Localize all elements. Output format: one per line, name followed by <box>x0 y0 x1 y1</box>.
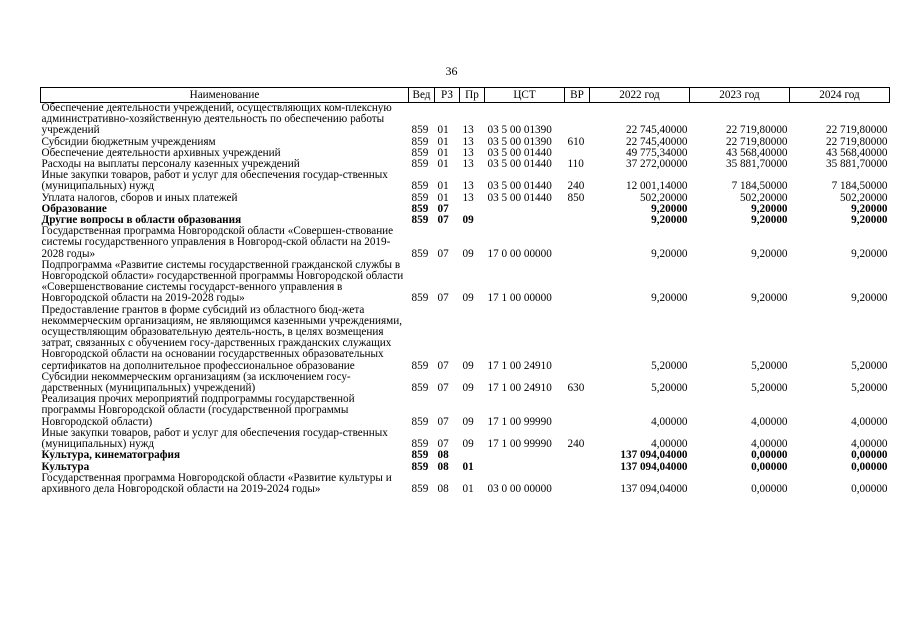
row-value-2022: 5,20000 <box>651 382 688 395</box>
row-value-2024: 5,20000 <box>851 382 888 395</box>
row-value-2022: 9,20000 <box>651 247 688 260</box>
row-value-2023: 9,20000 <box>751 247 788 260</box>
row-rz: 01 <box>437 124 449 137</box>
row-value-2024: 43 568,40000 <box>825 146 888 159</box>
row-name: Расходы на выплаты персоналу казенных учреждений <box>41 158 300 171</box>
row-value-2023: 0,00000 <box>751 482 788 495</box>
row-value-2022: 12 001,14000 <box>625 180 688 193</box>
row-value-2023: 5,20000 <box>751 382 788 395</box>
row-cst: 03 5 00 01440 <box>487 191 552 204</box>
row-value-2024: 4,00000 <box>851 438 888 451</box>
table-row <box>41 394 890 428</box>
row-name: Государственная программа Новгородской области «Совершен-ствование системы государственного управления в Новгород-ской области на 2019-2028 годы» <box>41 225 394 260</box>
row-cst: 03 5 00 01440 <box>487 146 552 159</box>
row-value-2023: 35 881,70000 <box>725 158 788 171</box>
row-rz: 01 <box>437 158 449 171</box>
header-pr: Пр <box>460 88 485 103</box>
row-ved: 859 <box>411 146 429 159</box>
row-value-2024: 7 184,50000 <box>831 180 888 193</box>
header-2022: 2022 год <box>590 88 690 103</box>
row-value-2023: 4,00000 <box>751 438 788 451</box>
row-pr <box>460 450 485 461</box>
row-rz: 08 <box>437 449 449 462</box>
row-value-2024: 0,00000 <box>851 449 888 462</box>
row-value-2024: 35 881,70000 <box>825 158 888 171</box>
row-vr: 240 <box>567 180 585 193</box>
row-name: Культура, кинематография <box>41 449 180 462</box>
row-pr: 13 <box>462 158 474 171</box>
row-name: Обеспечение деятельности учреждений, осуществляющих ком-плексную административно-хозяйственную деятельность по обеспечению работы учреждений <box>41 102 392 137</box>
row-value-2024: 9,20000 <box>851 292 888 305</box>
row-value-2022: 9,20000 <box>651 202 688 215</box>
row-value-2022: 9,20000 <box>651 214 688 227</box>
row-value-2023: 0,00000 <box>751 449 788 462</box>
row-ved: 859 <box>411 382 429 395</box>
row-value-2024: 0,00000 <box>851 460 888 473</box>
row-value-2024: 9,20000 <box>851 202 888 215</box>
row-ved: 859 <box>411 247 429 260</box>
row-ved: 859 <box>411 124 429 137</box>
table-body <box>41 103 890 496</box>
row-value-2022: 4,00000 <box>651 415 688 428</box>
row-rz: 07 <box>437 292 449 305</box>
row-ved: 859 <box>411 460 429 473</box>
row-value-2024: 5,20000 <box>851 359 888 372</box>
row-value-2024: 9,20000 <box>851 214 888 227</box>
row-cst: 03 5 00 01390 <box>487 124 552 137</box>
row-value-2022: 137 094,04000 <box>620 482 688 495</box>
row-rz: 08 <box>437 460 449 473</box>
row-rz: 07 <box>437 415 449 428</box>
row-cst: 17 1 00 99990 <box>487 438 552 451</box>
row-cst: 17 0 00 00000 <box>487 247 552 260</box>
row-value-2022: 49 775,34000 <box>625 146 688 159</box>
row-vr: 630 <box>567 382 585 395</box>
header-rz: РЗ <box>435 88 460 103</box>
row-pr: 09 <box>462 382 474 395</box>
row-value-2023: 9,20000 <box>751 202 788 215</box>
row-value-2023: 7 184,50000 <box>731 180 788 193</box>
row-pr: 01 <box>462 482 474 495</box>
row-ved: 859 <box>411 180 429 193</box>
row-value-2023: 43 568,40000 <box>725 146 788 159</box>
row-name: Уплата налогов, сборов и иных платежей <box>41 191 238 204</box>
row-value-2024: 0,00000 <box>851 482 888 495</box>
row-pr: 09 <box>462 438 474 451</box>
row-name: Обеспечение деятельности архивных учреждений <box>41 146 281 159</box>
table-row <box>41 260 890 305</box>
row-pr: 13 <box>462 124 474 137</box>
table-header-row <box>41 88 890 103</box>
row-cst <box>485 215 565 226</box>
row-ved: 859 <box>411 482 429 495</box>
row-ved: 859 <box>411 449 429 462</box>
row-pr: 09 <box>462 359 474 372</box>
row-rz: 08 <box>437 482 449 495</box>
row-pr: 09 <box>462 214 474 227</box>
table-row <box>41 450 890 461</box>
header-vr: ВР <box>565 88 590 103</box>
row-rz: 01 <box>437 135 449 148</box>
row-name: Культура <box>41 460 90 473</box>
row-value-2022: 22 745,40000 <box>625 135 688 148</box>
header-ved: Вед <box>409 88 435 103</box>
row-value-2022: 9,20000 <box>651 292 688 305</box>
row-value-2024: 22 719,80000 <box>825 135 888 148</box>
row-cst: 03 5 00 01390 <box>487 135 552 148</box>
header-name: Наименование <box>41 88 409 103</box>
row-vr: 110 <box>567 158 584 171</box>
row-ved: 859 <box>411 214 429 227</box>
row-value-2023: 4,00000 <box>751 415 788 428</box>
page-number: 36 <box>445 64 458 78</box>
row-vr <box>565 204 590 215</box>
row-value-2022: 4,00000 <box>651 438 688 451</box>
row-pr: 13 <box>462 180 474 193</box>
row-ved: 859 <box>411 202 429 215</box>
row-name: Реализация прочих мероприятий подпрограммы государственной программы Новгородской области (государственной программы Новгородской области) <box>41 393 355 428</box>
header-2023: 2023 год <box>690 88 790 103</box>
row-value-2023: 5,20000 <box>751 359 788 372</box>
table-row <box>41 372 890 394</box>
row-vr: 240 <box>567 438 585 451</box>
table-row <box>41 103 890 137</box>
row-cst: 17 1 00 00000 <box>487 292 552 305</box>
row-name: Другие вопросы в области образования <box>41 214 242 227</box>
row-cst: 17 1 00 24910 <box>487 359 552 372</box>
row-ved: 859 <box>411 438 429 451</box>
row-cst: 03 5 00 01440 <box>487 180 552 193</box>
row-value-2023: 22 719,80000 <box>725 124 788 137</box>
row-cst <box>485 462 565 473</box>
row-rz: 01 <box>437 180 449 193</box>
row-value-2024: 9,20000 <box>851 247 888 260</box>
row-ved: 859 <box>411 191 429 204</box>
row-value-2024: 502,20000 <box>839 191 888 204</box>
row-vr <box>565 215 590 226</box>
row-rz: 07 <box>437 382 449 395</box>
row-name: Субсидии некоммерческим организациям (за исключением госу-дарственных (муниципальных) учреждений) <box>41 370 351 395</box>
row-pr: 13 <box>462 191 474 204</box>
row-vr: 850 <box>567 191 585 204</box>
row-rz: 01 <box>437 146 449 159</box>
table-row <box>41 305 890 372</box>
table-row <box>41 428 890 450</box>
row-value-2022: 502,20000 <box>639 191 688 204</box>
row-name: Подпрограмма «Развитие системы государственной гражданской службы в Новгородской области» государственной программы Новгородской области «Совершенствование системы государст-венного управления в Новгородской области на 2019-2028 годы» <box>41 258 404 305</box>
row-value-2023: 22 719,80000 <box>725 135 788 148</box>
row-vr <box>565 305 590 372</box>
row-cst <box>485 204 565 215</box>
row-vr <box>565 450 590 461</box>
row-value-2023: 9,20000 <box>751 214 788 227</box>
row-name: Предоставление грантов в форме субсидий из областного бюд-жета некоммерческим организациям, не являющимся казенными учреждениями, осуществляющим образовательную деятель-ность, в целях возмещения затрат, связанных с обучением госу-дарственных гражданских служащих Новгородской области на основании государственных образовательных сертификатов на дополнительное профессиональное образование <box>41 303 402 372</box>
row-value-2022: 137 094,04000 <box>620 460 688 473</box>
row-pr: 01 <box>462 460 474 473</box>
row-pr: 13 <box>462 135 474 148</box>
row-ved: 859 <box>411 292 429 305</box>
row-pr: 09 <box>462 247 474 260</box>
row-name: Образование <box>41 202 107 215</box>
row-value-2023: 0,00000 <box>751 460 788 473</box>
row-rz: 07 <box>437 438 449 451</box>
row-rz: 07 <box>437 214 449 227</box>
table-row <box>41 226 890 260</box>
row-vr <box>565 226 590 260</box>
row-cst: 17 1 00 24910 <box>487 382 552 395</box>
row-vr <box>565 260 590 305</box>
row-value-2024: 22 719,80000 <box>825 124 888 137</box>
header-2024: 2024 год <box>790 88 890 103</box>
row-name: Субсидии бюджетным учреждениям <box>41 135 216 148</box>
budget-table <box>40 87 890 495</box>
row-vr: 610 <box>567 135 585 148</box>
row-rz: 07 <box>437 247 449 260</box>
row-cst: 17 1 00 99990 <box>487 415 552 428</box>
row-cst <box>485 450 565 461</box>
row-value-2022: 5,20000 <box>651 359 688 372</box>
row-vr <box>565 103 590 137</box>
row-value-2022: 137 094,04000 <box>620 449 688 462</box>
row-ved: 859 <box>411 135 429 148</box>
row-cst: 03 0 00 00000 <box>487 482 552 495</box>
row-vr <box>565 394 590 428</box>
table-row <box>41 170 890 192</box>
row-value-2023: 502,20000 <box>739 191 788 204</box>
row-cst: 03 5 00 01440 <box>487 158 552 171</box>
row-rz: 01 <box>437 191 449 204</box>
row-value-2023: 9,20000 <box>751 292 788 305</box>
row-pr: 13 <box>462 146 474 159</box>
row-name: Государственная программа Новгородской области «Развитие культуры и архивного дела Новгородской области на 2019-2024 годы» <box>41 471 392 495</box>
row-value-2022: 22 745,40000 <box>625 124 688 137</box>
row-ved: 859 <box>411 415 429 428</box>
row-value-2024: 4,00000 <box>851 415 888 428</box>
row-pr: 09 <box>462 415 474 428</box>
row-pr: 09 <box>462 292 474 305</box>
row-name: Иные закупки товаров, работ и услуг для обеспечения государ-ственных (муниципальных) нужд <box>41 169 388 193</box>
row-ved: 859 <box>411 158 429 171</box>
row-value-2022: 37 272,00000 <box>625 158 688 171</box>
header-cst: ЦСТ <box>485 88 565 103</box>
row-rz: 07 <box>437 359 449 372</box>
row-ved: 859 <box>411 359 429 372</box>
table-row <box>41 473 890 495</box>
row-name: Иные закупки товаров, работ и услуг для обеспечения государ-ственных (муниципальных) нужд <box>41 426 388 451</box>
row-vr <box>565 462 590 473</box>
row-rz: 07 <box>437 202 449 215</box>
row-vr <box>565 473 590 495</box>
